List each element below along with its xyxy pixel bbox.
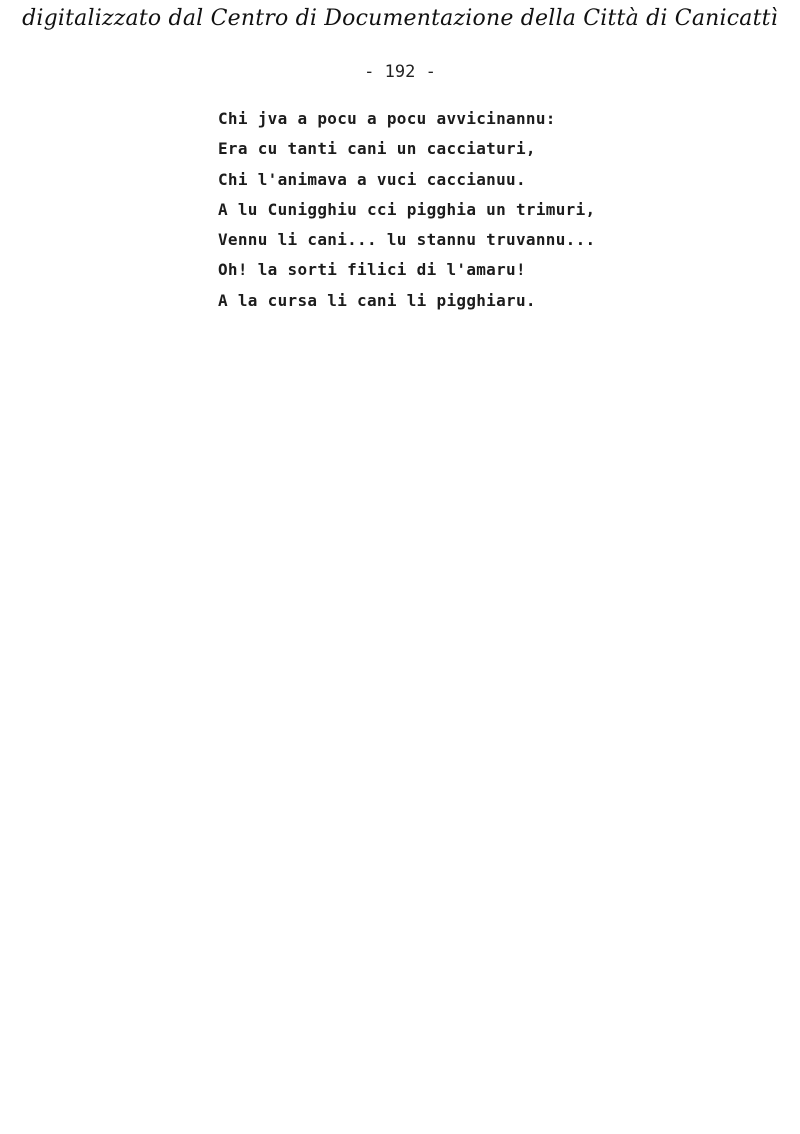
poem-line: Chi l'animava a vuci caccianuu.	[218, 169, 526, 189]
poem-stanza	[218, 104, 595, 316]
digitization-header: digitalizzato dal Centro di Documentazione della Città di Canicattì	[22, 6, 778, 31]
poem-line: A lu Cunigghiu cci pigghia un trimuri,	[218, 199, 596, 219]
poem-line: A la cursa li cani li pigghiaru.	[218, 290, 536, 310]
poem-line: Chi jva a pocu a pocu avvicinannu:	[218, 109, 556, 128]
poem-line: Oh! la sorti filici di l'amaru!	[218, 260, 526, 280]
poem-line: Era cu tanti cani un cacciaturi,	[218, 139, 536, 159]
poem-line: Vennu li cani... lu stannu truvannu...	[218, 230, 596, 250]
page-number: - 192 -	[364, 62, 436, 82]
